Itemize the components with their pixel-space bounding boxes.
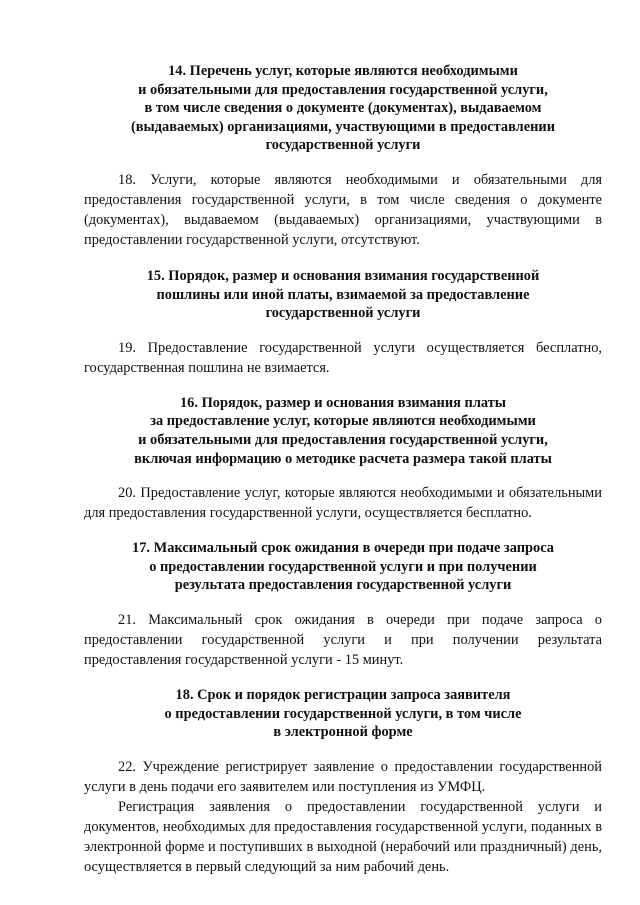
- heading-line: государственной услуги: [265, 305, 421, 322]
- heading-line: результата предоставления государственной услуги: [174, 577, 512, 594]
- paragraph-18: 18. Услуги, которые являются необходимыми и обязательными для предоставления государственной услуги, в том числе сведения о документе (документах), выдаваемом (выдаваемых) организациями, участвующими в предоставлении государственной услуги, отсутствуют.: [84, 171, 602, 248]
- heading-line: 14. Перечень услуг, которые являются необходимыми: [168, 63, 518, 79]
- section-17: [84, 539, 602, 686]
- section-15: [84, 267, 602, 394]
- paragraph-20: 20. Предоставление услуг, которые являются необходимыми и обязательными для предоставления государственной услуги, осуществляется бесплатно.: [84, 485, 602, 522]
- section-heading: [84, 267, 602, 323]
- heading-line: пошлины или иной платы, взимаемой за предоставление: [156, 286, 530, 303]
- section-14: [84, 62, 602, 267]
- heading-line: о предоставлении государственной услуги, в том числе: [164, 705, 522, 722]
- heading-line: включая информацию о методике расчета размера такой платы: [134, 450, 552, 467]
- paragraph-21: 21. Максимальный срок ожидания в очереди при подаче запроса о предоставлении государственной услуги и при получении результата предоставления государственной услуги - 15 минут.: [84, 611, 602, 668]
- heading-line: в электронной форме: [273, 724, 413, 741]
- heading-line: 15. Порядок, размер и основания взимания государственной: [146, 267, 540, 284]
- section-heading: [84, 394, 602, 468]
- heading-line: за предоставление услуг, которые являются необходимыми: [150, 413, 536, 430]
- heading-line: и обязательными для предоставления государственной услуги,: [138, 431, 548, 448]
- heading-line: 16. Порядок, размер и основания взимания платы: [179, 394, 507, 411]
- paragraph-19: 19. Предоставление государственной услуги осуществляется бесплатно, государственная пошлина не взимается.: [84, 339, 602, 376]
- section-heading: [84, 686, 602, 742]
- paragraph-22-continued: Регистрация заявления о предоставлении государственной услуги и документов, необходимых для предоставления государственной услуги, поданных в электронной форме и поступивших в выходной (нерабочий или праздничный) день, осуществляется в первый следующий за ним рабочий день.: [84, 798, 602, 875]
- heading-line: в том числе сведения о документе (документах), выдаваемом: [144, 100, 542, 117]
- heading-line: (выдаваемых) организациями, участвующими в предоставлении: [130, 118, 556, 135]
- heading-line: о предоставлении государственной услуги и при получении: [149, 558, 537, 575]
- heading-line: и обязательными для предоставления государственной услуги,: [138, 81, 548, 98]
- section-18: [84, 686, 602, 877]
- paragraph-22: 22. Учреждение регистрирует заявление о предоставлении государственной услуги в день подачи его заявителем или поступления из УМФЦ.: [84, 758, 602, 795]
- heading-line: 17. Максимальный срок ожидания в очереди при подаче запроса: [132, 540, 554, 557]
- section-16: [84, 394, 602, 539]
- section-heading: [84, 539, 602, 595]
- heading-line: государственной услуги: [265, 137, 421, 154]
- heading-line: 18. Срок и порядок регистрации запроса заявителя: [175, 686, 511, 703]
- section-heading: [84, 62, 602, 155]
